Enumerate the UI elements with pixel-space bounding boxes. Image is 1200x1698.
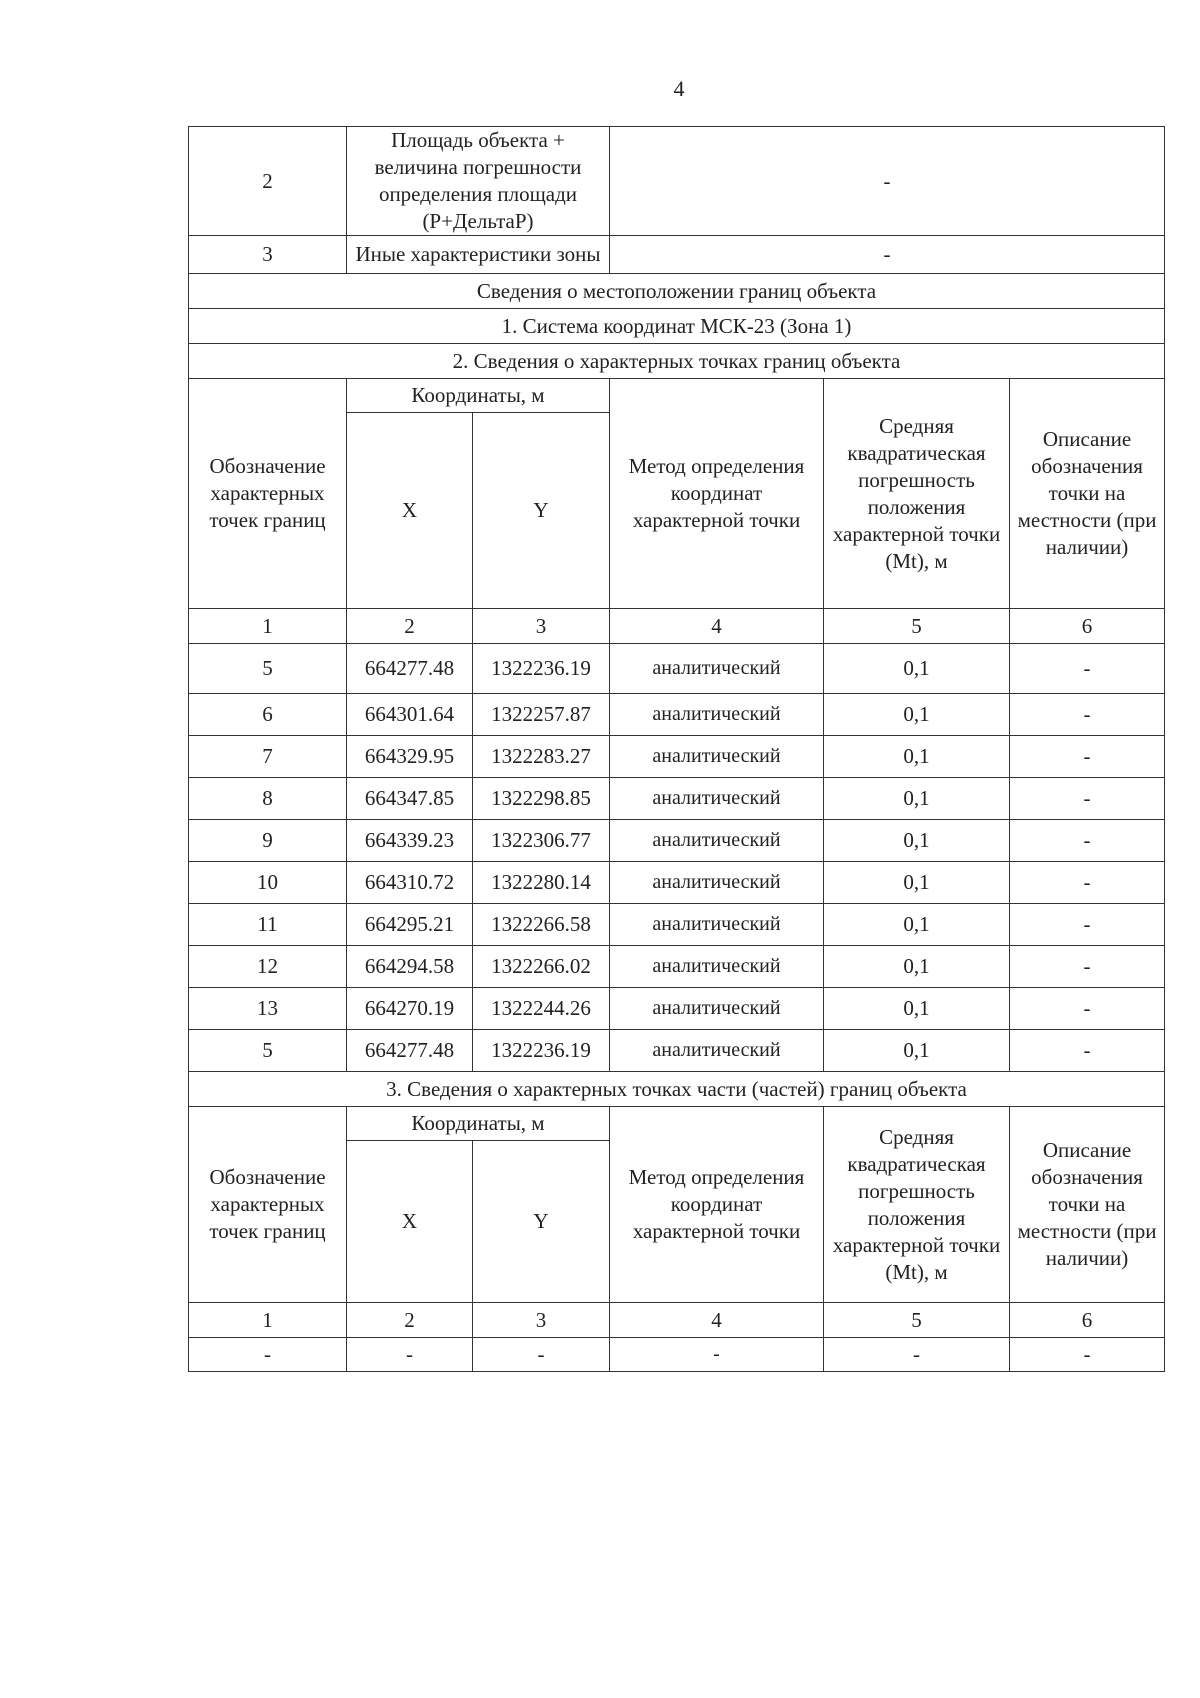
point-id: 11 [189, 904, 347, 946]
col-number: 3 [473, 1303, 610, 1338]
col-number: 5 [824, 1303, 1010, 1338]
section3-title: 3. Сведения о характерных точках части (частей) границ объекта [189, 1072, 1165, 1107]
accuracy-cell: 0,1 [824, 644, 1010, 694]
coord-y: 1322298.85 [473, 778, 610, 820]
coord-x: 664277.48 [347, 644, 473, 694]
method-cell: аналитический [610, 988, 824, 1030]
table-row [189, 694, 1165, 736]
table-row [189, 644, 1165, 694]
table-row [189, 904, 1165, 946]
description-cell: - [1010, 862, 1165, 904]
section2-title: 2. Сведения о характерных точках границ объекта [189, 344, 1165, 379]
point-id: 13 [189, 988, 347, 1030]
header-method: Метод определения координат характерной точки [610, 379, 824, 609]
header-description: Описание обозначения точки на местности (при наличии) [1010, 379, 1165, 609]
table-row [189, 1030, 1165, 1072]
point-id: - [189, 1338, 347, 1372]
method-cell: аналитический [610, 644, 824, 694]
header-description: Описание обозначения точки на местности (при наличии) [1010, 1107, 1165, 1303]
characteristic-value: - [610, 127, 1165, 236]
table-row [189, 946, 1165, 988]
header-accuracy: Средняя квадратическая погрешность положения характерной точки (Mt), м [824, 379, 1010, 609]
table-row [189, 988, 1165, 1030]
accuracy-cell: 0,1 [824, 862, 1010, 904]
header-x: X [347, 413, 473, 609]
accuracy-cell: 0,1 [824, 1030, 1010, 1072]
accuracy-cell: 0,1 [824, 820, 1010, 862]
col-number: 6 [1010, 609, 1165, 644]
coord-x: 664310.72 [347, 862, 473, 904]
coord-y: - [473, 1338, 610, 1372]
description-cell: - [1010, 904, 1165, 946]
coord-x: 664270.19 [347, 988, 473, 1030]
part-points-body [189, 1338, 1165, 1372]
description-cell: - [1010, 736, 1165, 778]
header-method: Метод определения координат характерной точки [610, 1107, 824, 1303]
col-number: 4 [610, 1303, 824, 1338]
table-header [189, 1107, 1165, 1141]
header-y: Y [473, 413, 610, 609]
method-cell: - [610, 1338, 824, 1372]
coord-y: 1322306.77 [473, 820, 610, 862]
point-id: 9 [189, 820, 347, 862]
coord-x: 664277.48 [347, 1030, 473, 1072]
description-cell: - [1010, 778, 1165, 820]
coord-y: 1322257.87 [473, 694, 610, 736]
col-number: 2 [347, 609, 473, 644]
col-number: 1 [189, 1303, 347, 1338]
header-coords: Координаты, м [347, 1107, 610, 1141]
point-id: 12 [189, 946, 347, 988]
table-row [189, 778, 1165, 820]
col-number: 1 [189, 609, 347, 644]
accuracy-cell: 0,1 [824, 736, 1010, 778]
accuracy-cell: - [824, 1338, 1010, 1372]
coord-x: 664329.95 [347, 736, 473, 778]
method-cell: аналитический [610, 862, 824, 904]
point-id: 5 [189, 1030, 347, 1072]
point-id: 6 [189, 694, 347, 736]
header-point: Обозначение характерных точек границ [189, 1107, 347, 1303]
column-numbers [189, 609, 1165, 644]
coord-x: 664339.23 [347, 820, 473, 862]
column-numbers [189, 1303, 1165, 1338]
coord-y: 1322236.19 [473, 1030, 610, 1072]
point-id: 5 [189, 644, 347, 694]
coord-y: 1322266.58 [473, 904, 610, 946]
accuracy-cell: 0,1 [824, 946, 1010, 988]
col-number: 3 [473, 609, 610, 644]
coord-x: 664301.64 [347, 694, 473, 736]
point-id: 7 [189, 736, 347, 778]
description-cell: - [1010, 946, 1165, 988]
object-table [188, 126, 1165, 1372]
method-cell: аналитический [610, 694, 824, 736]
method-cell: аналитический [610, 1030, 824, 1072]
description-cell: - [1010, 694, 1165, 736]
table-row [189, 862, 1165, 904]
description-cell: - [1010, 1030, 1165, 1072]
coord-x: 664295.21 [347, 904, 473, 946]
header-coords: Координаты, м [347, 379, 610, 413]
coord-y: 1322283.27 [473, 736, 610, 778]
characteristic-name: Иные характеристики зоны [347, 236, 610, 274]
coord-x: 664347.85 [347, 778, 473, 820]
points-body [189, 644, 1165, 1072]
description-cell: - [1010, 820, 1165, 862]
method-cell: аналитический [610, 820, 824, 862]
coord-system: 1. Система координат МСК-23 (Зона 1) [189, 309, 1165, 344]
header-x: X [347, 1141, 473, 1303]
coord-y: 1322266.02 [473, 946, 610, 988]
row-number: 2 [189, 127, 347, 236]
coord-x: 664294.58 [347, 946, 473, 988]
col-number: 5 [824, 609, 1010, 644]
characteristic-name: Площадь объекта + величина погрешности определения площади (P+ДельтаP) [347, 127, 610, 236]
method-cell: аналитический [610, 946, 824, 988]
table-row [189, 736, 1165, 778]
coord-x: - [347, 1338, 473, 1372]
header-y: Y [473, 1141, 610, 1303]
characteristic-row [189, 236, 1165, 274]
point-id: 8 [189, 778, 347, 820]
accuracy-cell: 0,1 [824, 694, 1010, 736]
characteristic-value: - [610, 236, 1165, 274]
coord-y: 1322280.14 [473, 862, 610, 904]
method-cell: аналитический [610, 904, 824, 946]
header-accuracy: Средняя квадратическая погрешность положения характерной точки (Mt), м [824, 1107, 1010, 1303]
col-number: 4 [610, 609, 824, 644]
description-cell: - [1010, 1338, 1165, 1372]
document-table [188, 126, 1164, 1372]
coord-y: 1322244.26 [473, 988, 610, 1030]
accuracy-cell: 0,1 [824, 778, 1010, 820]
method-cell: аналитический [610, 778, 824, 820]
col-number: 2 [347, 1303, 473, 1338]
accuracy-cell: 0,1 [824, 988, 1010, 1030]
coord-y: 1322236.19 [473, 644, 610, 694]
method-cell: аналитический [610, 736, 824, 778]
accuracy-cell: 0,1 [824, 904, 1010, 946]
page-number: 4 [673, 76, 685, 101]
header-point: Обозначение характерных точек границ [189, 379, 347, 609]
location-title: Сведения о местоположении границ объекта [189, 274, 1165, 309]
table-row [189, 1338, 1165, 1372]
characteristic-row [189, 127, 1165, 236]
table-header [189, 379, 1165, 413]
description-cell: - [1010, 644, 1165, 694]
row-number: 3 [189, 236, 347, 274]
point-id: 10 [189, 862, 347, 904]
description-cell: - [1010, 988, 1165, 1030]
table-row [189, 820, 1165, 862]
col-number: 6 [1010, 1303, 1165, 1338]
